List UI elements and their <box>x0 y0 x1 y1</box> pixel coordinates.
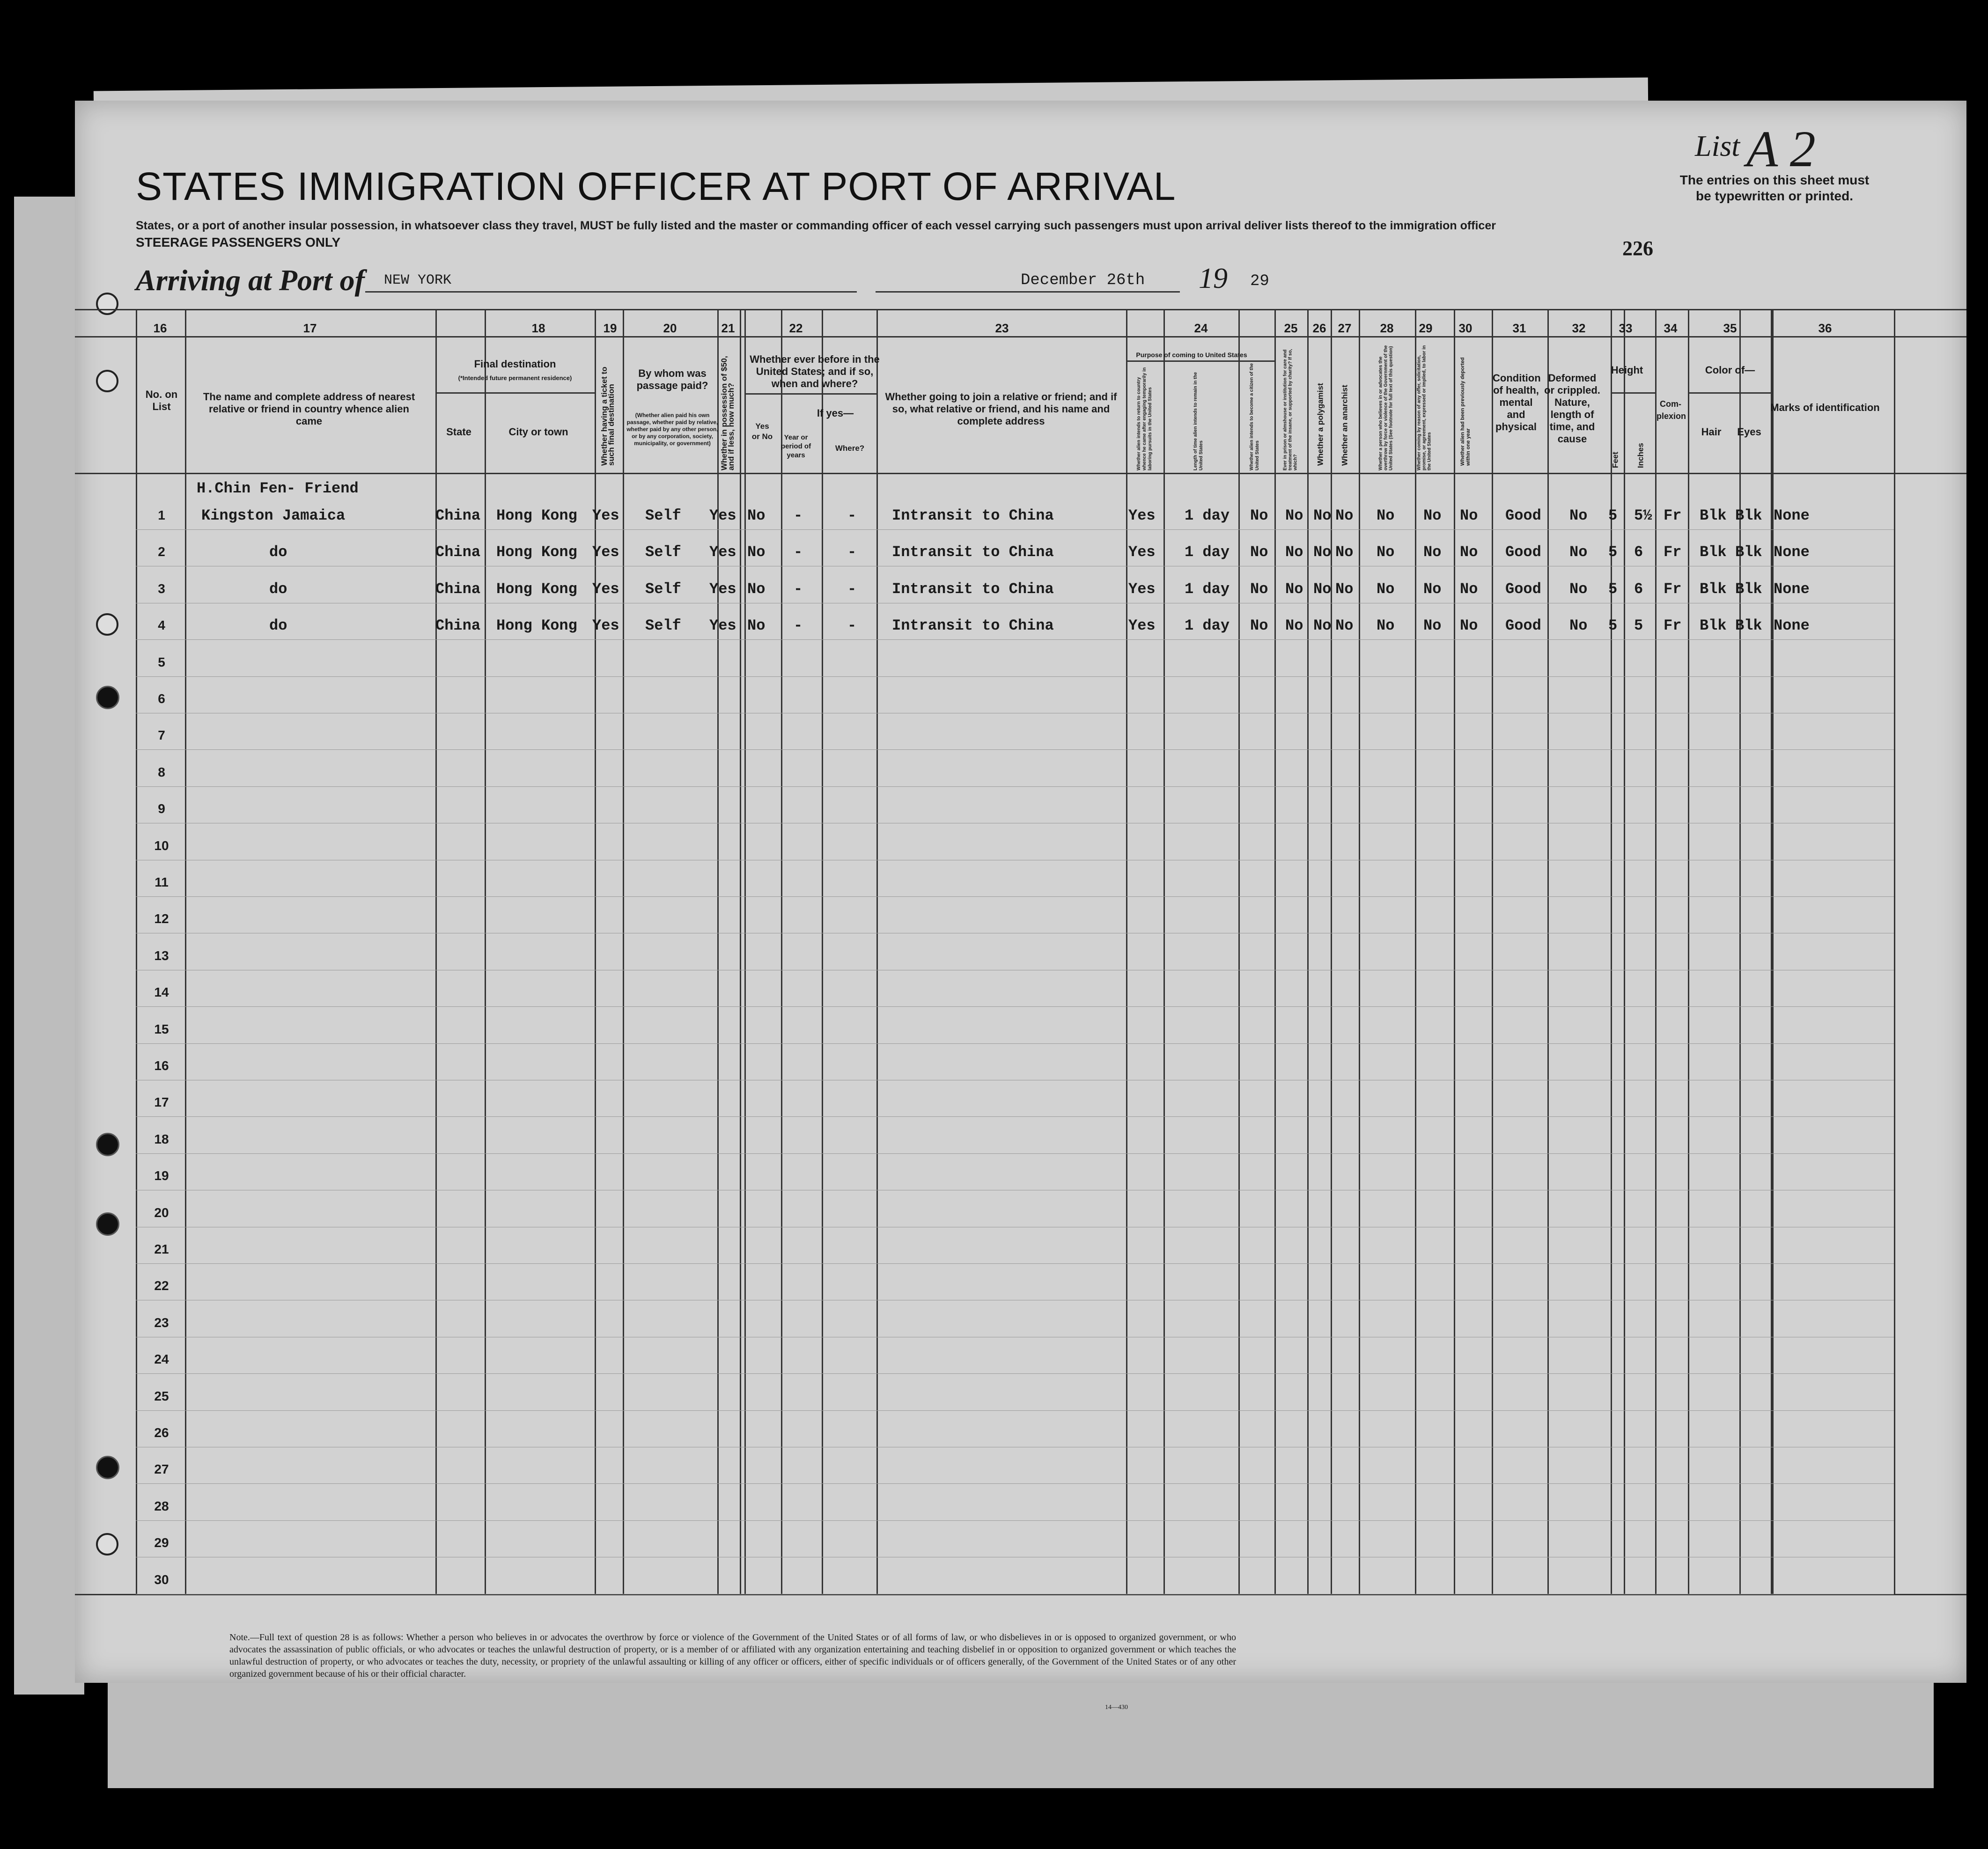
cell-year: - <box>794 507 803 524</box>
row-number: 18 <box>154 1131 169 1146</box>
header-purpose-citizen: Whether alien intends to become a citizen of the United States <box>1249 363 1260 470</box>
cell-year: - <box>794 617 803 635</box>
cell-inches: 6 <box>1634 543 1643 561</box>
column-rule <box>744 309 746 1594</box>
column-number: 31 <box>1512 321 1526 335</box>
row-rule <box>136 749 1894 750</box>
cell-return: Yes <box>1128 580 1156 598</box>
cell-inches: 6 <box>1634 580 1643 598</box>
header-purpose-return: Whether alien intends to return to country whence he came after engaging temporarily in laboring pursuits in the United States <box>1136 367 1153 470</box>
column-rule <box>1307 309 1309 1594</box>
row-rule <box>136 1410 1894 1411</box>
cell-year: - <box>794 580 803 598</box>
cell-relative-line2: do <box>269 617 287 635</box>
cell-polygamist: No <box>1313 580 1332 598</box>
column-number: 17 <box>303 321 317 335</box>
cell-return: Yes <box>1128 617 1156 635</box>
cell-inches: 5 <box>1634 617 1643 635</box>
cell-polygamist: No <box>1313 507 1332 524</box>
cell-city: Hong Kong <box>496 617 577 635</box>
column-rule <box>1624 309 1625 1594</box>
cell-join: Intransit to China <box>892 507 1054 524</box>
cell-q29: No <box>1423 617 1442 635</box>
cell-health: Good <box>1505 617 1541 635</box>
cell-q28: No <box>1377 580 1395 598</box>
row-number: 14 <box>154 985 169 1000</box>
row-number: 2 <box>158 544 165 559</box>
cell-deformed: No <box>1569 580 1588 598</box>
row-number: 1 <box>158 508 165 522</box>
row-number: 25 <box>154 1388 169 1403</box>
binder-hole <box>96 293 118 315</box>
cell-marks: None <box>1774 543 1810 561</box>
cell-eyes: Blk <box>1735 507 1762 524</box>
cell-eyes: Blk <box>1735 617 1762 635</box>
header-final-destination: Final destination <box>474 358 556 370</box>
row-number: 3 <box>158 581 165 596</box>
cell-money: Yes <box>709 580 736 598</box>
cell-q29: No <box>1423 507 1442 524</box>
row-number: 7 <box>158 728 165 743</box>
column-number: 19 <box>603 321 617 335</box>
cell-inches: 5½ <box>1634 507 1652 524</box>
row-number: 8 <box>158 764 165 779</box>
column-number: 20 <box>663 321 677 335</box>
header-feet: Feet <box>1611 452 1620 468</box>
row-number: 28 <box>154 1498 169 1513</box>
row-number: 21 <box>154 1242 169 1256</box>
before-subrule <box>744 393 876 395</box>
column-number: 22 <box>789 321 803 335</box>
cell-feet: 5 <box>1608 543 1618 561</box>
list-value: A 2 <box>1746 120 1816 177</box>
cell-anarchist: No <box>1335 580 1354 598</box>
header-color-of: Color of— <box>1705 364 1755 376</box>
cell-join: Intransit to China <box>892 580 1054 598</box>
cell-q30: No <box>1460 507 1478 524</box>
header-purpose: Purpose of coming to United States <box>1136 351 1247 359</box>
cell-relative-name: H.Chin Fen- Friend <box>197 480 359 497</box>
column-number: 27 <box>1338 321 1352 335</box>
column-number: 21 <box>721 321 735 335</box>
header-ticket: Whether having a ticket to such final destination <box>600 367 616 466</box>
cell-city: Hong Kong <box>496 507 577 524</box>
year-prefix: 19 <box>1199 263 1228 294</box>
cell-return: Yes <box>1128 543 1156 561</box>
column-number: 16 <box>153 321 167 335</box>
row-number: 17 <box>154 1095 169 1110</box>
cell-anarchist: No <box>1335 617 1354 635</box>
cell-prison: No <box>1285 617 1303 635</box>
subtitle: States, or a port of another insular possession, in whatsoever class they travel, MUST be fully listed and the master or commanding officer of each vessel carrying such passengers must upon arrival deliver lists thereof to the immigration officer <box>136 219 1496 232</box>
binder-hole <box>96 686 119 709</box>
header-if-yes: If yes— <box>817 407 854 419</box>
cell-state: China <box>435 580 481 598</box>
header-passage: By whom was passage paid? <box>636 367 708 391</box>
underlying-sheet-left <box>14 197 84 1695</box>
header-city: City or town <box>508 426 568 438</box>
cell-ticket: Yes <box>592 543 619 561</box>
column-rule <box>1655 309 1657 1594</box>
column-rule <box>1359 309 1360 1594</box>
sheet-number: 226 <box>1622 237 1653 260</box>
row-number: 23 <box>154 1315 169 1330</box>
cell-citizen: No <box>1250 580 1268 598</box>
page-title: STATES IMMIGRATION OFFICER AT PORT OF ARRIVAL <box>136 164 1176 208</box>
cell-feet: 5 <box>1608 507 1618 524</box>
cell-q29: No <box>1423 580 1442 598</box>
row-rule <box>136 1483 1894 1484</box>
row-number: 24 <box>154 1352 169 1367</box>
column-rule <box>717 309 719 1594</box>
column-number: 34 <box>1664 321 1678 335</box>
binder-hole <box>96 1133 119 1156</box>
cell-where: - <box>847 580 857 598</box>
instructions-line-2: be typewritten or printed. <box>1695 189 1854 203</box>
cell-hair: Blk <box>1700 543 1727 561</box>
header-deformed: Deformed or crippled. Nature, length of time, and cause <box>1544 372 1600 445</box>
column-rule <box>781 309 782 1594</box>
cell-complexion: Fr <box>1664 580 1682 598</box>
header-no-on-list: No. on List <box>145 389 178 412</box>
row-number: 9 <box>158 801 165 816</box>
cell-relative-line2: Kingston Jamaica <box>201 507 346 524</box>
row-number: 30 <box>154 1572 169 1587</box>
footnote: Note.—Full text of question 28 is as follows: Whether a person who believes in or advocates the overthrow by force or violence of the Government of the United States or of all forms of law, or who disbelieves in or is opposed to organized government, or who advocates the assassination of public officials, or who advocates or teaches the unlawful destruction of property, or is a member of or affiliated with any organization entertaining and teaching disbelief in or opposition to organized government or which teaches the unlawful destruction of property, or who advocates or teaches the duty, necessity, or propriety of the unlawful assaulting or killing of any officer or officers, either of specific individuals or of officers generally, of the Government of the United States or of any other organized government because of his or their official character. <box>229 1632 1236 1679</box>
cell-length: 1 day <box>1185 617 1230 635</box>
row-rule <box>136 1043 1894 1044</box>
cell-complexion: Fr <box>1664 507 1682 524</box>
header-join: Whether going to join a relative or friend; and if so, what relative or friend, and his name and complete address <box>885 391 1117 427</box>
cell-ticket: Yes <box>592 507 619 524</box>
row-number: 4 <box>158 618 165 633</box>
cell-ticket: Yes <box>592 617 619 635</box>
cell-passage: Self <box>645 580 681 598</box>
header-relative: The name and complete address of nearest relative or friend in country whence alien came <box>203 391 415 427</box>
header-hair: Hair <box>1701 426 1722 438</box>
column-rule <box>1274 309 1276 1594</box>
cell-deformed: No <box>1569 543 1588 561</box>
cell-hair: Blk <box>1700 617 1727 635</box>
row-number: 19 <box>154 1168 169 1183</box>
height-subrule <box>1611 392 1655 394</box>
row-number: 10 <box>154 838 169 853</box>
row-rule <box>136 639 1894 640</box>
cell-q30: No <box>1460 543 1478 561</box>
header-polygamist: Whether a polygamist <box>1316 383 1325 466</box>
cell-q30: No <box>1460 580 1478 598</box>
port-underline <box>365 291 857 293</box>
column-number: 26 <box>1312 321 1326 335</box>
final-destination-subrule <box>435 392 595 394</box>
table-top-rule <box>75 309 1966 310</box>
list-label: List <box>1695 129 1740 162</box>
column-rule <box>1739 309 1741 1594</box>
column-rule <box>1547 309 1549 1594</box>
cell-complexion: Fr <box>1664 543 1682 561</box>
header-bottom-rule <box>75 473 1966 474</box>
row-number: 27 <box>154 1462 169 1477</box>
column-number: 24 <box>1194 321 1208 335</box>
column-number: 29 <box>1419 321 1433 335</box>
header-final-destination-note: (*Intended future permanent residence) <box>458 374 572 382</box>
cell-marks: None <box>1774 507 1810 524</box>
cell-anarchist: No <box>1335 507 1354 524</box>
cell-prison: No <box>1285 580 1303 598</box>
row-rule <box>136 1520 1894 1521</box>
cell-complexion: Fr <box>1664 617 1682 635</box>
row-rule <box>136 1263 1894 1264</box>
row-rule <box>136 1116 1894 1117</box>
cell-money: Yes <box>709 617 736 635</box>
header-passage-note: (Whether alien paid his own passage, whether paid by relative, whether paid by any other person, or by any corporation, society, municipality, or government) <box>626 412 718 447</box>
header-yes-or-no: Yes or No <box>751 422 773 441</box>
cell-eyes: Blk <box>1735 543 1762 561</box>
header-eyes: Eyes <box>1737 426 1761 438</box>
cell-before: No <box>747 580 766 598</box>
arriving-label: Arriving at Port of <box>136 264 365 297</box>
row-number: 16 <box>154 1058 169 1073</box>
header-inches: Inches <box>1636 443 1645 468</box>
header-before: Whether ever before in the United States; and if so, when and where? <box>750 353 880 389</box>
row-number: 20 <box>154 1205 169 1220</box>
cell-ticket: Yes <box>592 580 619 598</box>
column-number: 18 <box>531 321 545 335</box>
header-height: Height <box>1611 364 1643 376</box>
cell-marks: None <box>1774 580 1810 598</box>
column-rule <box>1238 309 1240 1594</box>
row-number: 12 <box>154 911 169 926</box>
cell-city: Hong Kong <box>496 543 577 561</box>
header-prison: Ever in prison or almshouse or institution for care and treatment of the insane, or supported by charity? If so, which? <box>1282 349 1298 470</box>
cell-hair: Blk <box>1700 507 1727 524</box>
header-q28: Whether a person who believes in or advocates the overthrow by force or violence of the Government of the United States (See footnote for full text of this question) <box>1378 345 1394 470</box>
header-purpose-length: Length of time alien intends to remain in the United States <box>1193 372 1204 470</box>
cell-health: Good <box>1505 543 1541 561</box>
cell-eyes: Blk <box>1735 580 1762 598</box>
cell-citizen: No <box>1250 617 1268 635</box>
column-rule <box>1772 309 1774 1594</box>
cell-q28: No <box>1377 507 1395 524</box>
cell-q29: No <box>1423 543 1442 561</box>
cell-state: China <box>435 507 481 524</box>
cell-citizen: No <box>1250 543 1268 561</box>
column-rule <box>822 309 823 1594</box>
column-rule <box>435 309 437 1594</box>
binder-hole <box>96 1456 119 1479</box>
header-year-period: Year or period of years <box>780 433 811 459</box>
cell-before: No <box>747 543 766 561</box>
form-number: 14—430 <box>1105 1704 1128 1711</box>
cell-passage: Self <box>645 617 681 635</box>
cell-marks: None <box>1774 617 1810 635</box>
column-rule <box>1415 309 1416 1594</box>
header-anarchist: Whether an anarchist <box>1340 385 1349 466</box>
column-rule <box>623 309 624 1594</box>
column-number: 33 <box>1619 321 1633 335</box>
binder-hole <box>96 613 118 636</box>
cell-where: - <box>847 507 857 524</box>
cell-hair: Blk <box>1700 580 1727 598</box>
row-rule <box>136 529 1894 530</box>
cell-length: 1 day <box>1185 543 1230 561</box>
cell-money: Yes <box>709 507 736 524</box>
column-rule <box>1492 309 1493 1594</box>
header-where: Where? <box>835 444 865 453</box>
row-rule <box>136 1153 1894 1154</box>
row-number: 29 <box>154 1535 169 1550</box>
row-number: 11 <box>155 875 169 889</box>
cell-q30: No <box>1460 617 1478 635</box>
row-number: 6 <box>158 691 165 706</box>
cell-polygamist: No <box>1313 617 1332 635</box>
date-underline <box>876 291 1180 293</box>
year-suffix: 29 <box>1250 272 1269 290</box>
cell-money: Yes <box>709 543 736 561</box>
date-value: December 26th <box>1021 271 1145 289</box>
cell-relative-line2: do <box>269 543 287 561</box>
cell-join: Intransit to China <box>892 617 1054 635</box>
cell-state: China <box>435 617 481 635</box>
cell-where: - <box>847 617 857 635</box>
header-money: Whether in possession of $50, and if less, how much? <box>720 356 736 470</box>
row-rule <box>136 1006 1894 1007</box>
cell-where: - <box>847 543 857 561</box>
header-q29: Whether coming by reason of any offer, solicitation, promise, or agreement, expressed or implied, to labor in the United States <box>1416 345 1432 470</box>
header-state: State <box>446 426 471 438</box>
underlying-sheet-bottom <box>108 1680 1934 1788</box>
cell-health: Good <box>1505 507 1541 524</box>
column-rule <box>876 309 878 1594</box>
cell-deformed: No <box>1569 507 1588 524</box>
cell-q28: No <box>1377 543 1395 561</box>
column-number-rule <box>75 336 1966 338</box>
column-rule <box>740 309 741 1594</box>
row-number: 26 <box>154 1425 169 1440</box>
cell-q28: No <box>1377 617 1395 635</box>
instructions-line-1: The entries on this sheet must <box>1679 173 1870 187</box>
column-number: 23 <box>995 321 1009 335</box>
row-rule <box>136 786 1894 787</box>
binder-hole <box>96 1212 119 1236</box>
steerage-label: STEERAGE PASSENGERS ONLY <box>136 235 341 249</box>
cell-deformed: No <box>1569 617 1588 635</box>
cell-health: Good <box>1505 580 1541 598</box>
header-complexion: Com- plexion <box>1657 399 1686 421</box>
cell-relative-line2: do <box>269 580 287 598</box>
row-number: 5 <box>158 654 165 669</box>
cell-year: - <box>794 543 803 561</box>
cell-passage: Self <box>645 543 681 561</box>
header-health: Condition of health, mental and physical <box>1493 372 1541 433</box>
column-rule <box>1611 309 1612 1594</box>
cell-join: Intransit to China <box>892 543 1054 561</box>
cell-before: No <box>747 617 766 635</box>
cell-return: Yes <box>1128 507 1156 524</box>
column-rule <box>485 309 486 1594</box>
row-rule <box>136 896 1894 897</box>
column-number: 30 <box>1458 321 1473 335</box>
row-number: 15 <box>154 1021 169 1036</box>
cell-feet: 5 <box>1608 580 1618 598</box>
header-marks: Marks of identification <box>1770 402 1880 413</box>
cell-anarchist: No <box>1335 543 1354 561</box>
cell-citizen: No <box>1250 507 1268 524</box>
column-number: 35 <box>1723 321 1737 335</box>
row-rule <box>136 1373 1894 1374</box>
cell-prison: No <box>1285 543 1303 561</box>
port-value: NEW YORK <box>384 272 452 288</box>
row-rule <box>136 676 1894 677</box>
column-rule <box>1126 309 1127 1594</box>
row-number: 13 <box>154 948 169 963</box>
cell-city: Hong Kong <box>496 580 577 598</box>
binder-hole <box>96 370 118 392</box>
row-number: 22 <box>154 1278 169 1293</box>
binder-hole <box>96 1533 118 1556</box>
cell-prison: No <box>1285 507 1303 524</box>
column-rule <box>1894 309 1895 1594</box>
color-subrule <box>1688 392 1772 394</box>
column-rule <box>1454 309 1455 1594</box>
cell-polygamist: No <box>1313 543 1332 561</box>
cell-length: 1 day <box>1185 580 1230 598</box>
manifest-sheet <box>75 101 1966 1683</box>
cell-before: No <box>747 507 766 524</box>
cell-state: China <box>435 543 481 561</box>
header-q30: Whether alien had been previously deported within one year <box>1460 357 1471 466</box>
cell-length: 1 day <box>1185 507 1230 524</box>
column-number: 25 <box>1284 321 1298 335</box>
column-rule <box>1163 309 1165 1594</box>
column-number: 28 <box>1380 321 1394 335</box>
column-number: 32 <box>1572 321 1586 335</box>
column-rule <box>595 309 596 1594</box>
column-rule <box>1688 309 1689 1594</box>
column-number: 36 <box>1818 321 1832 335</box>
column-rule <box>1331 309 1332 1594</box>
cell-feet: 5 <box>1608 617 1618 635</box>
cell-passage: Self <box>645 507 681 524</box>
